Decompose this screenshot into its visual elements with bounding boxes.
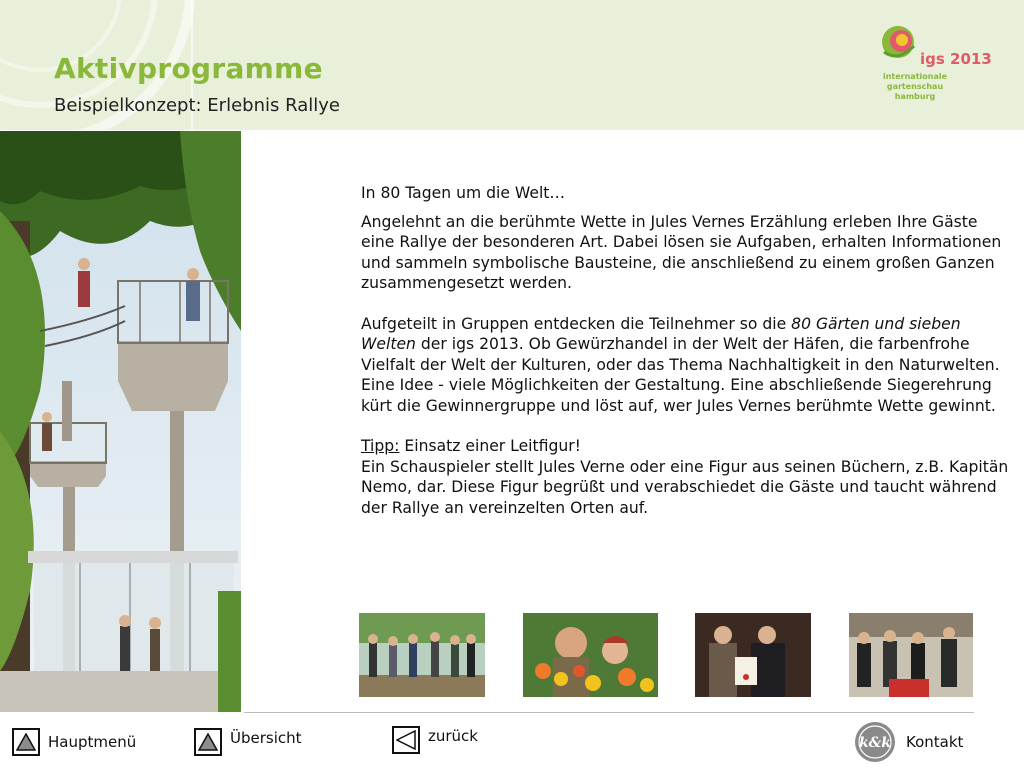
zurueck-button[interactable] bbox=[392, 726, 478, 754]
header-banner bbox=[0, 0, 1024, 130]
hauptmenu-button[interactable] bbox=[12, 728, 136, 756]
paragraph-2-start: Aufgeteilt in Gruppen entdecken die Teilnehmer so die bbox=[361, 314, 792, 333]
paragraph-1: Angelehnt an die berühmte Wette in Jules Vernes Erzählung erleben Ihre Gäste eine Rallye der besonderen Art. Dabei lösen sie Aufgaben, erhalten Informationen und sammeln symbolische Bausteine, die anschließend zu einem großen Ganzen zusammengesetzt werden. bbox=[361, 212, 1002, 292]
triangle-up-icon bbox=[12, 728, 40, 756]
paragraph-2 bbox=[361, 314, 1011, 417]
photo-award bbox=[695, 613, 811, 697]
triangle-left-icon bbox=[392, 726, 420, 754]
tipp-text: Einsatz einer Leitfigur! bbox=[399, 437, 581, 455]
logo-year: igs 2013 bbox=[920, 50, 992, 68]
spacer bbox=[361, 294, 1011, 314]
paragraph-2-end: der igs 2013. Ob Gewürzhandel in der Welt der Häfen, die farbenfrohe Vielfalt der Welt der Kulturen, oder das Thema Nachhaltigkeit in den Naturwelten. Eine Idee - viele Möglichkeiten der Gestaltung. Eine abschließende Siegerehrung kürt die Gewinnergruppe und löst auf, wer Jules Vernes berühmte Wette gewinnt. bbox=[361, 335, 1000, 415]
kontakt-link[interactable] bbox=[906, 733, 963, 751]
hauptmenu-label: Hauptmenü bbox=[48, 733, 137, 751]
intro-heading: In 80 Tagen um die Welt… bbox=[361, 184, 566, 202]
paragraph-2-italic: 80 Gärten und sieben Welten bbox=[361, 314, 961, 353]
photo-event bbox=[849, 613, 973, 697]
logo-line-2: gartenschau bbox=[886, 82, 944, 91]
spacer bbox=[361, 416, 1011, 436]
photo-group-outdoor bbox=[359, 613, 485, 697]
logo-text bbox=[880, 72, 950, 102]
tipp-line bbox=[361, 436, 1011, 457]
uebersicht-button[interactable] bbox=[194, 728, 302, 756]
page-subtitle: Beispielkonzept: Erlebnis Rallye bbox=[54, 95, 340, 116]
paragraph-3: Ein Schauspieler stellt Jules Verne oder eine Figur aus seinen Büchern, z.B. Kapitän Nemo, dar. Diese Figur begrüßt und verabschiedet die Gäste und taucht während der Rallye an vereinzelten Orten auf. bbox=[361, 457, 1009, 517]
kk-logo-icon[interactable] bbox=[854, 721, 896, 763]
rallye-towers-image bbox=[0, 131, 241, 712]
logo-line-1: internationale bbox=[882, 72, 948, 81]
kontakt-label: Kontakt bbox=[906, 733, 964, 751]
footer-divider bbox=[244, 712, 974, 713]
kk-logo-text: k&k bbox=[858, 735, 892, 751]
logo-line-3: hamburg bbox=[894, 92, 936, 101]
page-title: Aktivprogramme bbox=[54, 52, 323, 85]
tipp-label: Tipp: bbox=[361, 437, 400, 455]
triangle-up-icon bbox=[194, 728, 222, 756]
zurueck-label: zurück bbox=[428, 727, 478, 745]
main-content bbox=[361, 183, 1011, 518]
uebersicht-label: Übersicht bbox=[230, 729, 302, 747]
photo-flowers bbox=[523, 613, 658, 697]
